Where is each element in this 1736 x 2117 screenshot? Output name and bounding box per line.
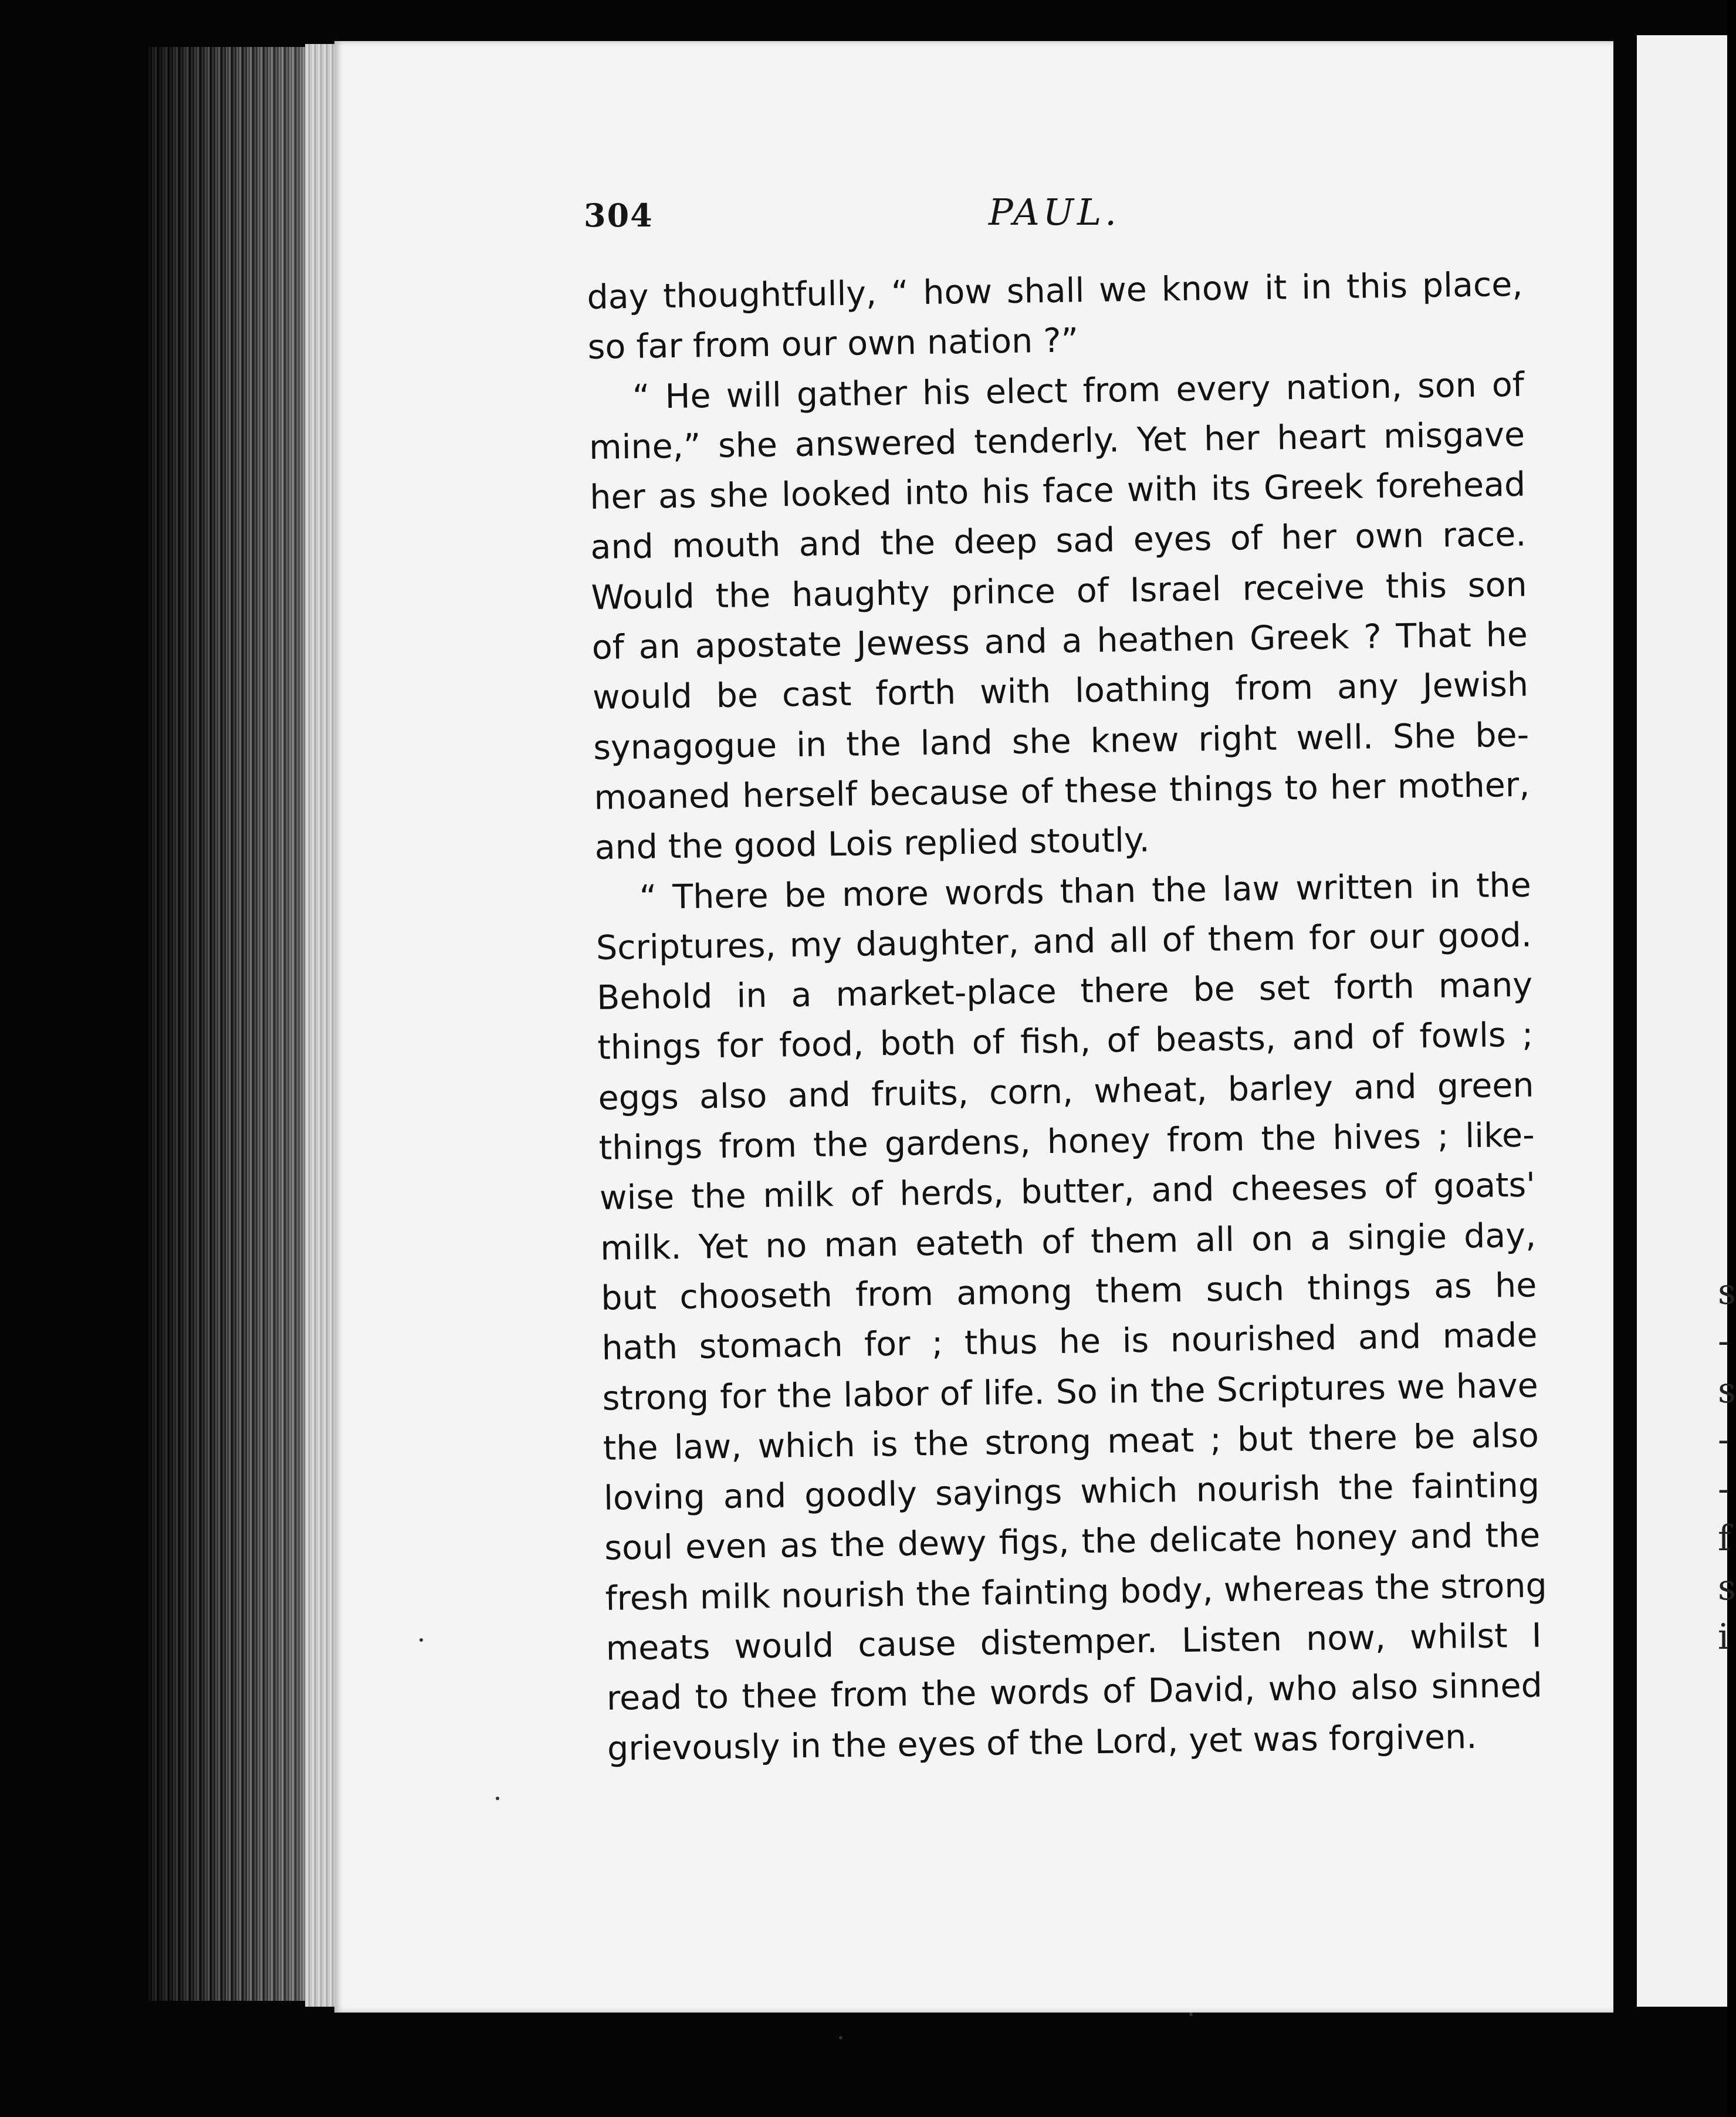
text-line: loving and goodly sayings which nourish the fainting <box>603 1466 1540 1518</box>
text-line: wise the milk of herds, butter, and cheeses of goats' <box>599 1165 1536 1218</box>
text-line: moaned herself because of these things to her mother, <box>594 765 1530 817</box>
text-line: Would the haughty prince of Israel receive this son <box>591 565 1528 617</box>
text-line: synagogue in the land she knew right well. She be- <box>593 715 1529 767</box>
running-head <box>584 191 1511 238</box>
page-edges-stack <box>147 47 323 2001</box>
text-line: “ There be more words than the law written in the <box>639 865 1532 917</box>
text-line: read to thee from the words of David, who also sinned <box>606 1666 1543 1719</box>
facing-fragment: s <box>1718 1271 1736 1313</box>
text-line: but chooseth from among them such things as he <box>600 1266 1537 1318</box>
text-line: and the good Lois replied stoutly. <box>594 820 1150 868</box>
text-line: of an apostate Jewess and a heathen Greek ? That he <box>591 615 1528 668</box>
text-line: grievously in the eyes of the Lord, yet was forgiven. <box>607 1717 1477 1768</box>
text-line: “ He will gather his elect from every nation, son of <box>632 365 1525 417</box>
text-line: her as she looked into his face with its Greek forehead <box>589 465 1526 518</box>
facing-page-edge <box>1637 35 1736 2007</box>
text-line: so far from our own nation ?” <box>587 321 1079 367</box>
facing-fragment: i <box>1718 1617 1730 1658</box>
page-number: 304 <box>584 197 654 234</box>
text-line: fresh milk nourish the fainting body, whereas the strong <box>605 1566 1548 1618</box>
scan-speck <box>1189 2013 1193 2016</box>
text-line: things from the gardens, honey from the hives ; like- <box>598 1115 1535 1168</box>
text-line: strong for the labor of life. So in the Scriptures we have <box>602 1366 1539 1418</box>
text-line: hath stomach for ; thus he is nourished and made <box>601 1315 1538 1368</box>
facing-fragment: - <box>1718 1321 1730 1362</box>
facing-fragment: - <box>1718 1469 1730 1510</box>
scan-speck <box>839 2036 842 2040</box>
scan-speck <box>496 1797 499 1800</box>
scan-speck <box>419 1638 423 1642</box>
facing-page-text-fragments <box>1718 1267 1736 1662</box>
running-title: PAUL. <box>989 191 1120 234</box>
facing-fragment: s <box>1718 1567 1736 1608</box>
facing-fragment: - <box>1718 1419 1730 1460</box>
page-edge-highlight <box>305 44 337 2007</box>
text-line: would be cast forth with loathing from any Jewish <box>592 665 1529 718</box>
facing-fragment: s <box>1718 1370 1736 1411</box>
text-line: mine,” she answered tenderly. Yet her heart misgave <box>588 415 1525 467</box>
text-line: and mouth and the deep sad eyes of her own race. <box>590 515 1527 567</box>
body-text <box>587 260 1548 1774</box>
text-line: things for food, both of fish, of beasts, and of fowls ; <box>597 1016 1534 1068</box>
text-line: meats would cause distemper. Listen now, whilst I <box>605 1616 1542 1668</box>
text-line: day thoughtfully, “ how shall we know it in this place, <box>587 265 1523 317</box>
facing-fragment: f <box>1718 1518 1731 1559</box>
text-line: soul even as the dewy figs, the delicate honey and the <box>604 1516 1541 1568</box>
text-line: milk. Yet no man eateth of them all on a singie day, <box>600 1216 1537 1268</box>
text-line: Behold in a market-place there be set forth many <box>596 965 1533 1018</box>
text-line: eggs also and fruits, corn, wheat, barley and green <box>598 1066 1534 1118</box>
text-line: Scriptures, my daughter, and all of them for our good. <box>595 915 1532 968</box>
text-line: the law, which is the strong meat ; but there be also <box>603 1416 1539 1468</box>
